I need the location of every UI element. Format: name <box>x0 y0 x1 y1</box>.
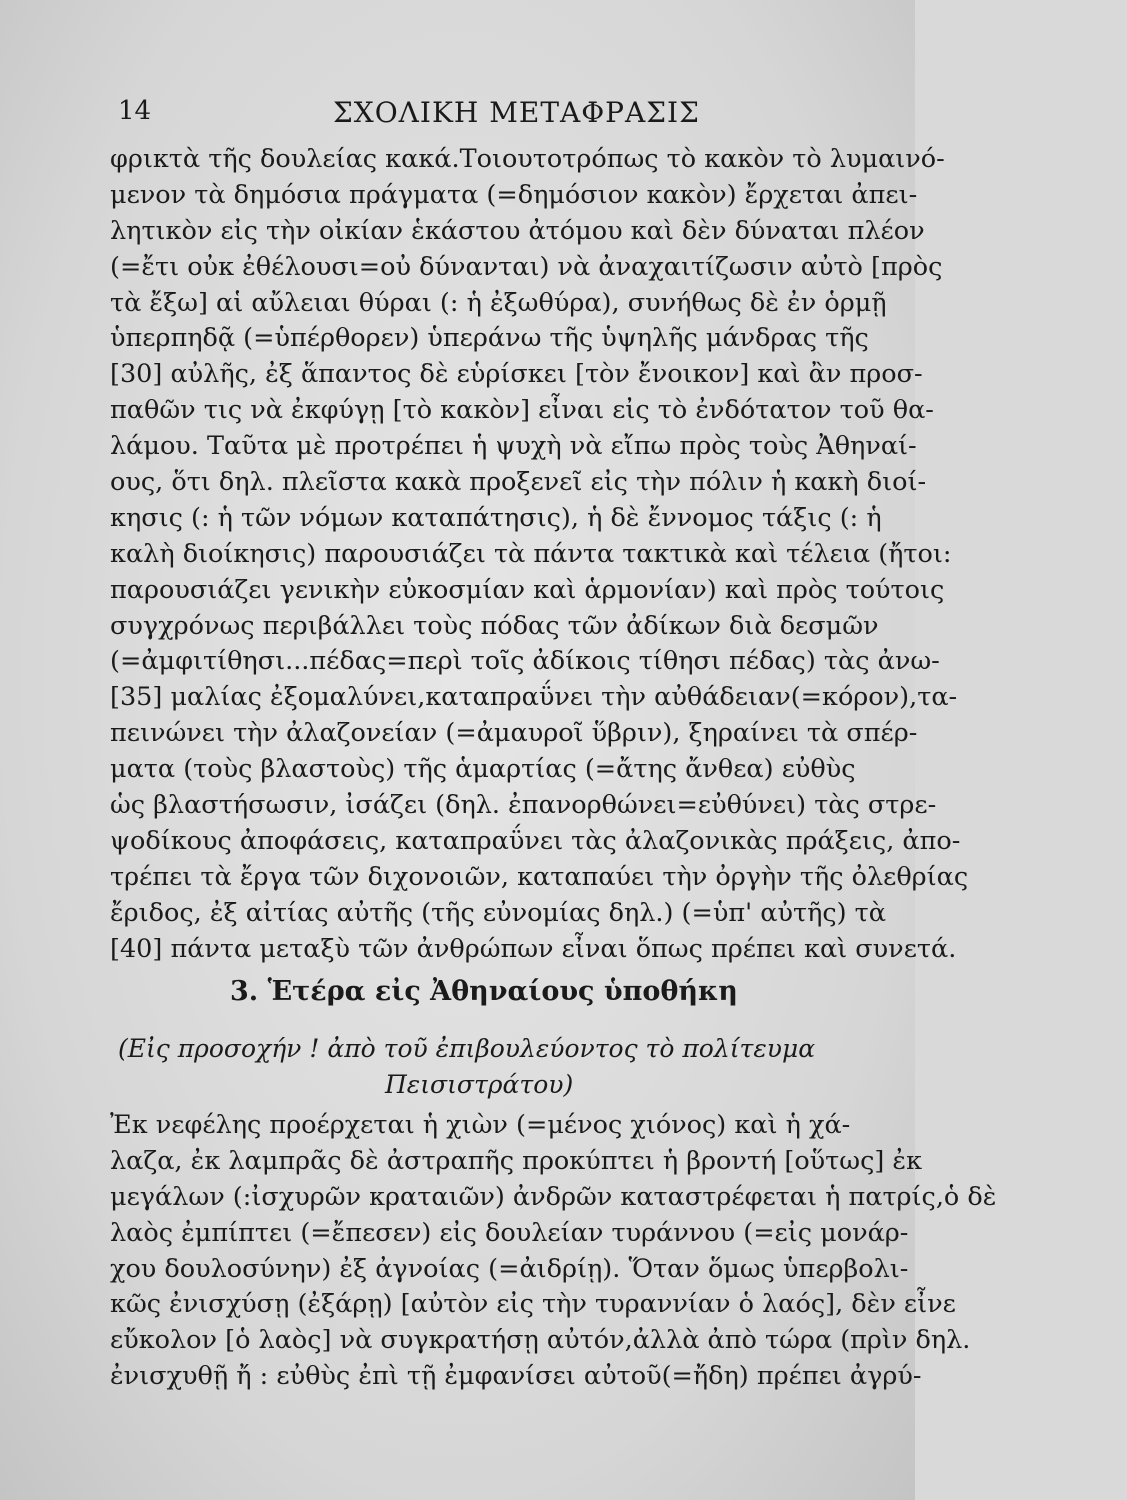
text-line: πεινώνει τὴν ἀλαζονείαν (=ἀμαυροῖ ὕβριν), ξηραίνει τὰ σπέρ- <box>110 718 918 749</box>
text-line: [35] μαλίας ἐξομαλύνει,καταπραΰνει τὴν αὐθάδειαν(=κόρον),τα- <box>110 682 958 713</box>
section-subtitle: (Εἰς προσοχήν ! ἀπὸ τοῦ ἐπιβουλεύοντος τὸ πολίτευμα <box>118 1034 816 1063</box>
section-heading: 3. Ἑτέρα εἰς Ἀθηναίους ὑποθήκη <box>230 976 738 1007</box>
text-line: [40] πάντα μεταξὺ τῶν ἀνθρώπων εἶναι ὅπως πρέπει καὶ συνετά. <box>110 933 957 964</box>
text-line: τρέπει τὰ ἔργα τῶν διχονοιῶν, καταπαύει τὴν ὀργὴν τῆς ὀλεθρίας <box>110 861 969 892</box>
text-line: συγχρόνως περιβάλλει τοὺς πόδας τῶν ἀδίκων διὰ δεσμῶν <box>110 610 879 641</box>
text-line: χου δουλοσύνην) ἐξ ἀγνοίας (=ἀιδρίῃ). Ὅταν ὅμως ὑπερβολι- <box>110 1253 909 1284</box>
text-line: ὡς βλαστήσωσιν, ἰσάζει (δηλ. ἐπανορθώνει=εὐθύνει) τὰς στρε- <box>110 790 937 821</box>
text-line: (=ἀμφιτίθησι...πέδας=περὶ τοῖς ἀδίκοις τίθησι πέδας) τὰς ἀνω- <box>110 646 940 677</box>
text-line: λαζα, ἐκ λαμπρᾶς δὲ ἀστραπῆς προκύπτει ἡ βροντή [οὕτως] ἐκ <box>110 1145 923 1176</box>
text-line: [30] αὐλῆς, ἐξ ἅπαντος δὲ εὑρίσκει [τὸν ἔνοικον] καὶ ἂν προσ- <box>110 359 923 390</box>
text-line: ὑπερπηδᾷ (=ὑπέρθορεν) ὑπεράνω τῆς ὑψηλῆς μάνδρας τῆς <box>110 323 869 354</box>
section-body-text <box>110 1108 997 1395</box>
text-line: λάμου. Ταῦτα μὲ προτρέπει ἡ ψυχὴ νὰ εἴπω πρὸς τοὺς Ἀθηναί- <box>110 431 917 462</box>
text-line: κησις (: ἡ τῶν νόμων καταπάτησις), ἡ δὲ ἔννομος τάξις (: ἡ <box>110 502 882 533</box>
page-number: 14 <box>118 96 152 126</box>
text-line: φρικτὰ τῆς δουλείας κακά.Τοιουτοτρόπως τὸ κακὸν τὸ λυμαινό- <box>110 144 945 174</box>
text-line: μεγάλων (:ἰσχυρῶν κραταιῶν) ἀνδρῶν καταστρέφεται ἡ πατρίς,ὁ δὲ <box>110 1181 997 1212</box>
text-line: τὰ ἔξω] αἱ αὔλειαι θύραι (: ἡ ἐξωθύρα), συνήθως δὲ ἐν ὁρμῇ <box>110 287 887 318</box>
text-line: ψοδίκους ἀποφάσεις, καταπραΰνει τὰς ἀλαζονικὰς πράξεις, ἀπο- <box>110 825 961 856</box>
text-line: (=ἔτι οὐκ ἐθέλουσι=οὐ δύνανται) νὰ ἀναχαιτίζωσιν αὐτὸ [πρὸς <box>110 251 943 282</box>
text-line: εὔκολον [ὁ λαὸς] νὰ συγκρατήσῃ αὐτόν,ἀλλὰ ἀπὸ τώρα (πρὶν δηλ. <box>110 1325 971 1356</box>
text-line: ἔριδος, ἐξ αἰτίας αὐτῆς (τῆς εὐνομίας δηλ.) (=ὑπ' αὐτῆς) τὰ <box>110 897 887 928</box>
text-line: ἐνισχυθῇ ἤ : εὐθὺς ἐπὶ τῇ ἐμφανίσει αὐτοῦ(=ἤδη) πρέπει ἀγρύ- <box>110 1361 922 1392</box>
text-line: ους, ὅτι δηλ. πλεῖστα κακὰ προξενεῖ εἰς τὴν πόλιν ἡ κακὴ διοί- <box>110 467 927 498</box>
section-subtitle-continued: Πεισιστράτου) <box>385 1070 574 1099</box>
text-line: λαὸς ἐμπίπτει (=ἔπεσεν) εἰς δουλείαν τυράννου (=εἰς μονάρ- <box>110 1217 909 1248</box>
running-title: ΣΧΟΛΙΚΗ ΜΕΤΑΦΡΑΣΙΣ <box>333 96 700 129</box>
text-line: λητικὸν εἰς τὴν οἰκίαν ἑκάστου ἀτόμου καὶ δὲν δύναται πλέον <box>110 215 925 246</box>
text-line: παθῶν τις νὰ ἐκφύγῃ [τὸ κακὸν] εἶναι εἰς τὸ ἐνδότατον τοῦ θα- <box>110 395 934 426</box>
text-line: μενον τὰ δημόσια πράγματα (=δημόσιον κακὸν) ἔρχεται ἀπει- <box>110 179 918 210</box>
text-line: Ἐκ νεφέλης προέρχεται ἡ χιὼν (=μένος χιόνος) καὶ ἡ χά- <box>110 1110 851 1140</box>
text-line: ματα (τοὺς βλαστοὺς) τῆς ἁμαρτίας (=ἄτης ἄνθεα) εὐθὺς <box>110 754 856 785</box>
text-line: κῶς ἐνισχύσῃ (ἐξάρῃ) [αὐτὸν εἰς τὴν τυραννίαν ὁ λαός], δὲν εἶνε <box>110 1289 956 1320</box>
body-text <box>110 142 969 967</box>
text-line: παρουσιάζει γενικὴν εὐκοσμίαν καὶ ἁρμονίαν) καὶ πρὸς τούτοις <box>110 574 945 605</box>
page-header <box>118 96 845 136</box>
text-line: καλὴ διοίκησις) παρουσιάζει τὰ πάντα τακτικὰ καὶ τέλεια (ἤτοι: <box>110 538 952 569</box>
